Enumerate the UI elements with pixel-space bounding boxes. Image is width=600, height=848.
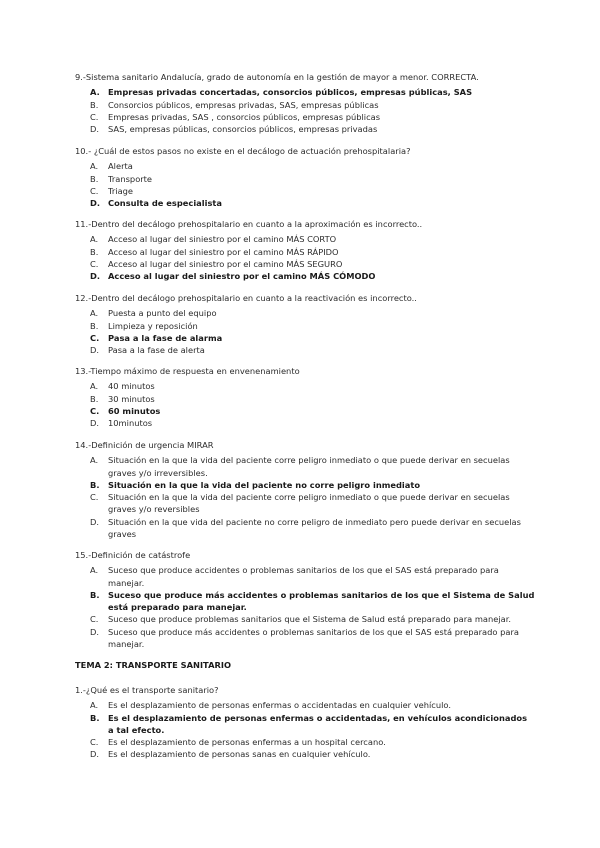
option-letter: C. <box>90 614 99 625</box>
option-text: Triage <box>108 185 134 196</box>
option-d <box>75 344 535 356</box>
option-list <box>75 160 535 209</box>
option-list <box>75 86 535 135</box>
question-10 <box>75 145 535 209</box>
question-15 <box>75 549 535 650</box>
option-c <box>75 491 535 516</box>
option-d <box>75 197 535 209</box>
option-text: Es el desplazamiento de personas sanas en cualquier vehículo. <box>108 749 371 760</box>
option-d <box>75 123 535 135</box>
option-letter: C. <box>90 258 99 269</box>
question-13 <box>75 365 535 429</box>
option-letter: B. <box>90 589 100 600</box>
option-d <box>75 516 535 541</box>
option-c <box>75 332 535 344</box>
option-c <box>75 258 535 270</box>
option-d <box>75 417 535 429</box>
option-b <box>75 479 535 491</box>
option-letter: A. <box>90 381 99 392</box>
option-a <box>75 454 535 479</box>
question-title: 9.-Sistema sanitario Andalucía, grado de autonomía en la gestión de mayor a menor. CORRECTA. <box>75 72 479 82</box>
option-text: Empresas privadas, SAS , consorcios públicos, empresas públicas <box>108 111 381 122</box>
question-title: 12.-Dentro del decálogo prehospitalario en cuanto a la reactivación es incorrecto.. <box>75 293 417 303</box>
option-text: Empresas privadas concertadas, consorcios públicos, empresas públicas, SAS <box>108 87 473 98</box>
option-text: Suceso que produce accidentes o problemas sanitarios de los que el SAS está preparado para manejar. <box>108 565 499 588</box>
option-c <box>75 405 535 417</box>
option-text: 60 minutos <box>108 405 161 416</box>
option-letter: D. <box>90 418 100 429</box>
option-list <box>75 380 535 429</box>
option-letter: A. <box>90 87 100 98</box>
option-letter: D. <box>90 124 100 135</box>
option-letter: D. <box>90 345 100 356</box>
option-letter: A. <box>90 700 99 711</box>
option-a <box>75 160 535 172</box>
option-a <box>75 307 535 319</box>
option-list <box>75 699 535 760</box>
option-text: 40 minutos <box>108 381 155 392</box>
option-b <box>75 393 535 405</box>
option-text: Acceso al lugar del siniestro por el camino MÁS RÁPIDO <box>108 246 339 257</box>
option-letter: C. <box>90 492 99 503</box>
option-text: Situación en la que la vida del paciente corre peligro inmediato o que puede derivar en secuelas graves y/o irreversibles. <box>108 455 510 478</box>
option-letter: A. <box>90 234 99 245</box>
option-letter: D. <box>90 749 100 760</box>
option-text: Es el desplazamiento de personas enfermas a un hospital cercano. <box>108 737 386 748</box>
option-c <box>75 185 535 197</box>
option-text: Puesta a punto del equipo <box>108 308 217 319</box>
option-a <box>75 380 535 392</box>
option-b <box>75 246 535 258</box>
option-text: Pasa a la fase de alerta <box>108 345 205 356</box>
option-text: Es el desplazamiento de personas enfermas o accidentadas en cualquier vehículo. <box>108 700 451 711</box>
option-letter: B. <box>90 479 100 490</box>
option-a <box>75 564 535 589</box>
option-text: Situación en la que la vida del paciente no corre peligro inmediato <box>108 479 421 490</box>
option-letter: B. <box>90 173 99 184</box>
question-title: 15.-Definición de catástrofe <box>75 550 191 560</box>
option-letter: D. <box>90 271 101 282</box>
option-text: Suceso que produce más accidentes o problemas sanitarios de los que el Sistema de Salud está preparado para manejar. <box>108 589 535 613</box>
option-text: Suceso que produce más accidentes o problemas sanitarios de los que el SAS está preparado para manejar. <box>108 626 519 650</box>
option-letter: B. <box>90 320 99 331</box>
option-letter: B. <box>90 246 99 257</box>
option-text: SAS, empresas públicas, consorcios públicos, empresas privadas <box>108 124 378 135</box>
option-text: Acceso al lugar del siniestro por el camino MÁS CÓMODO <box>108 271 376 282</box>
option-text: Acceso al lugar del siniestro por el camino MÁS CORTO <box>108 234 337 245</box>
section-heading: TEMA 2: TRANSPORTE SANITARIO <box>75 660 232 670</box>
option-text: Alerta <box>108 161 133 172</box>
option-list <box>75 564 535 650</box>
option-letter: A. <box>90 455 99 466</box>
option-a <box>75 233 535 245</box>
option-letter: D. <box>90 626 100 637</box>
option-text: Acceso al lugar del siniestro por el camino MÁS SEGURO <box>108 258 343 269</box>
option-text: 10minutos <box>108 418 153 429</box>
option-b <box>75 712 535 737</box>
question-title: 1.-¿Qué es el transporte sanitario? <box>75 685 219 695</box>
question-title: 14.-Definición de urgencia MIRAR <box>75 440 214 450</box>
option-text: Pasa a la fase de alarma <box>108 332 223 343</box>
option-b <box>75 589 535 614</box>
question-title: 13.-Tiempo máximo de respuesta en envenenamiento <box>75 366 300 376</box>
option-letter: B. <box>90 99 99 110</box>
option-text: Situación en la que vida del paciente no corre peligro de inmediato pero puede derivar en secuelas graves <box>108 516 521 540</box>
option-letter: D. <box>90 198 101 209</box>
option-d <box>75 748 535 760</box>
option-text: Consulta de especialista <box>108 198 222 209</box>
option-text: 30 minutos <box>108 393 155 404</box>
option-text: Consorcios públicos, empresas privadas, SAS, empresas públicas <box>108 99 379 110</box>
option-b <box>75 173 535 185</box>
option-text: Limpieza y reposición <box>108 320 198 331</box>
option-list <box>75 454 535 540</box>
question-title: 10.- ¿Cuál de estos pasos no existe en el decálogo de actuación prehospitalaria? <box>75 146 411 156</box>
question-12 <box>75 292 535 356</box>
option-list <box>75 307 535 356</box>
option-letter: B. <box>90 712 100 723</box>
question-t2-1 <box>75 684 535 761</box>
option-letter: D. <box>90 516 100 527</box>
option-text: Situación en la que la vida del paciente corre peligro inmediato o que puede derivar en secuelas graves y/o reversibles <box>108 492 510 515</box>
option-letter: C. <box>90 332 100 343</box>
option-letter: C. <box>90 185 99 196</box>
option-d <box>75 626 535 651</box>
question-9 <box>75 71 535 135</box>
option-letter: C. <box>90 737 99 748</box>
question-11 <box>75 218 535 282</box>
option-b <box>75 320 535 332</box>
option-letter: C. <box>90 405 100 416</box>
option-letter: A. <box>90 565 99 576</box>
option-c <box>75 111 535 123</box>
option-letter: C. <box>90 111 99 122</box>
option-c <box>75 736 535 748</box>
option-letter: B. <box>90 393 99 404</box>
option-a <box>75 699 535 711</box>
question-title: 11.-Dentro del decálogo prehospitalario en cuanto a la aproximación es incorrecto.. <box>75 219 423 229</box>
option-letter: A. <box>90 161 99 172</box>
option-text: Suceso que produce problemas sanitarios que el Sistema de Salud está preparado para manejar. <box>108 614 512 625</box>
option-a <box>75 86 535 98</box>
option-letter: A. <box>90 308 99 319</box>
question-14 <box>75 439 535 540</box>
option-text: Es el desplazamiento de personas enfermas o accidentadas, en vehículos acondicionados a tal efecto. <box>108 712 528 735</box>
option-b <box>75 99 535 111</box>
option-text: Transporte <box>108 173 153 184</box>
option-list <box>75 233 535 282</box>
option-d <box>75 270 535 282</box>
option-c <box>75 613 535 625</box>
